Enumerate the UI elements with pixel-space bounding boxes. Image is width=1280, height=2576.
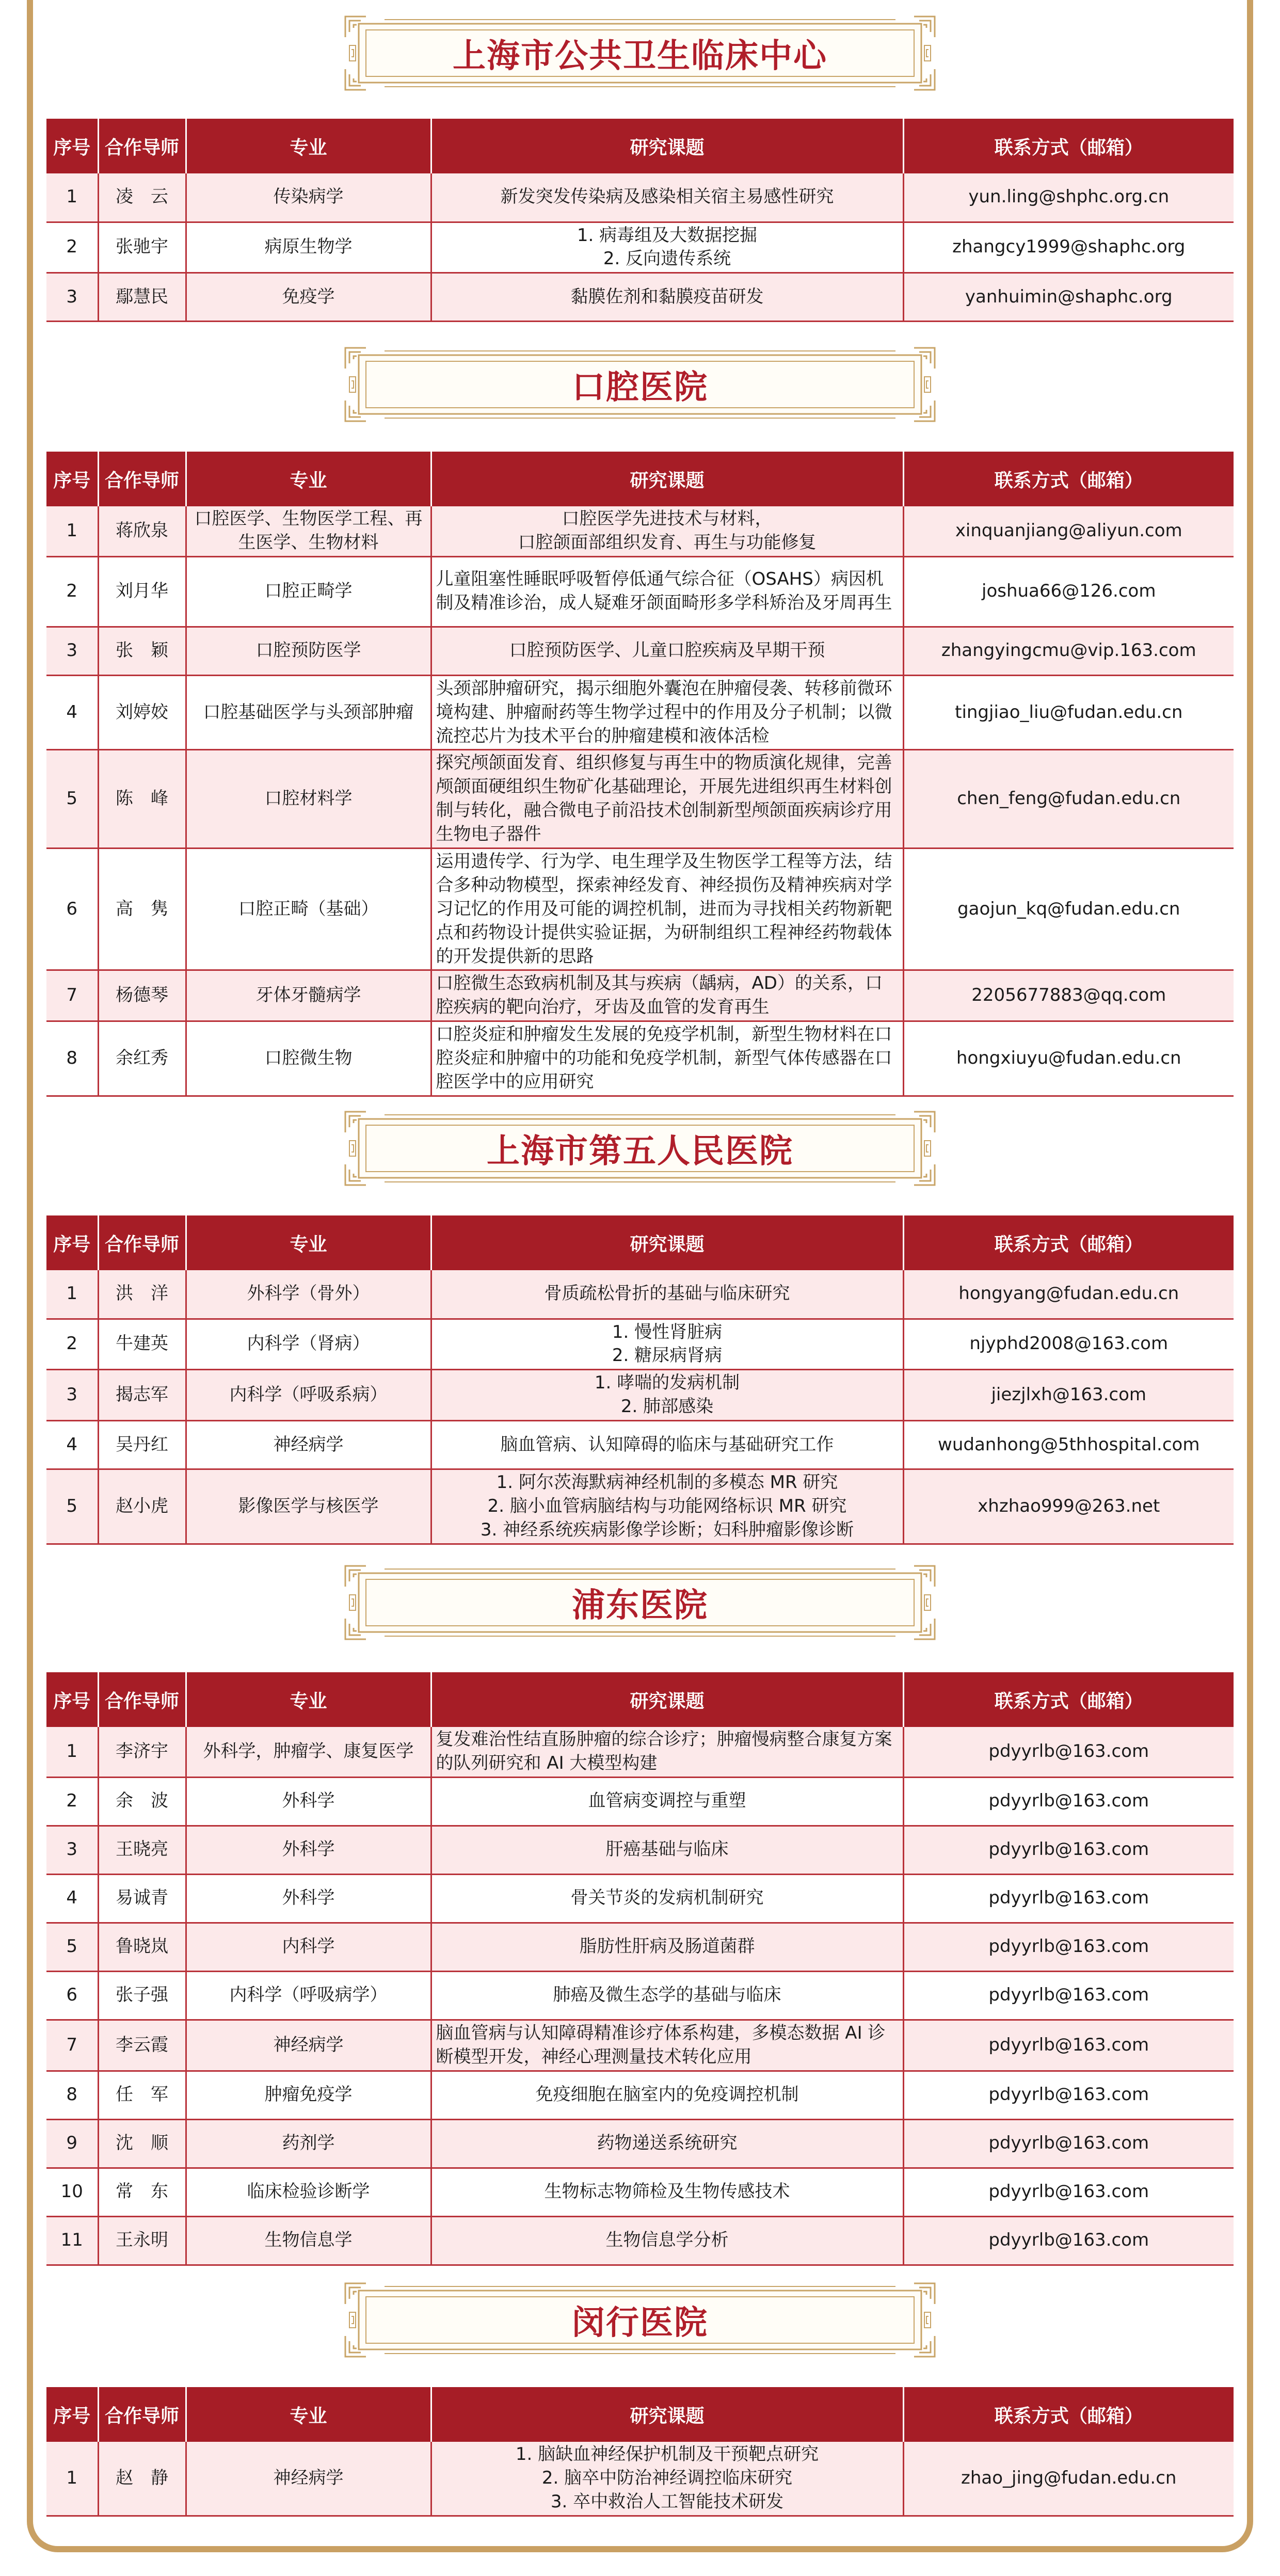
cell-mentor: 刘月华 [98, 556, 186, 627]
header-mentor: 合作导师 [98, 1215, 186, 1270]
topic-line: 1. 脑缺血神经保护机制及干预靶点研究 [515, 2444, 819, 2465]
cell-mentor: 高 隽 [98, 849, 186, 970]
section-title-banner [343, 1110, 937, 1187]
cell-mentor: 赵小虎 [98, 1469, 186, 1544]
mentor-table [46, 1672, 1234, 2266]
section-title-banner [343, 2281, 937, 2359]
email-link[interactable]: pdyyrlb@163.com [903, 1874, 1234, 1923]
cell-mentor: 鲁晓岚 [98, 1923, 186, 1971]
email-link[interactable]: xinquanjiang@aliyun.com [903, 506, 1234, 556]
header-topic: 研究课题 [431, 452, 903, 506]
topic-line: 肺癌及微生态学的基础与临床 [553, 1985, 781, 2006]
cell-topic [431, 627, 903, 675]
header-major: 专业 [186, 1215, 431, 1270]
header-email: 联系方式（邮箱） [903, 2387, 1234, 2442]
topic-line: 口腔医学先进技术与材料， [562, 508, 773, 529]
cell-major: 口腔微生物 [186, 1021, 431, 1096]
cell-major: 内科学（肾病） [186, 1319, 431, 1370]
cell-major: 牙体牙髓病学 [186, 970, 431, 1021]
table-row [46, 1923, 1234, 1971]
cell-topic [431, 1777, 903, 1826]
table-row [46, 970, 1234, 1021]
table-row [46, 1826, 1234, 1874]
cell-topic [431, 273, 903, 322]
cell-mentor: 李济宇 [98, 1727, 186, 1777]
cell-no: 3 [46, 273, 98, 322]
topic-line: 2. 脑小血管病脑结构与功能网络标识 MR 研究 [487, 1495, 847, 1516]
cell-major: 临床检验诊断学 [186, 2168, 431, 2216]
header-major: 专业 [186, 2387, 431, 2442]
cell-no: 2 [46, 222, 98, 273]
cell-topic [431, 2119, 903, 2168]
header-email: 联系方式（邮箱） [903, 1215, 1234, 1270]
table-header-row [46, 2387, 1234, 2442]
table-row [46, 1874, 1234, 1923]
email-link[interactable]: pdyyrlb@163.com [903, 2216, 1234, 2265]
cell-major: 外科学 [186, 1826, 431, 1874]
cell-major: 免疫学 [186, 273, 431, 322]
section-title: 口腔医院 [572, 369, 708, 407]
cell-mentor: 余 波 [98, 1777, 186, 1826]
topic-line: 2. 脑卒中防治神经调控临床研究 [541, 2467, 793, 2488]
email-link[interactable]: pdyyrlb@163.com [903, 1971, 1234, 2020]
cell-major: 内科学（呼吸病学） [186, 1971, 431, 2020]
cell-mentor: 李云霞 [98, 2020, 186, 2071]
topic-line: 运用遗传学、行为学、电生理学及生物医学工程等方法，结合多种动物模型，探索神经发育、神经损伤及精神疾病对学习记忆的作用及可能的调控机制，进而为寻找相关药物新靶点和药物设计提供实验证据，为研制组织工程神经药物载体的开发提供新的思路 [436, 851, 892, 967]
cell-no: 1 [46, 506, 98, 556]
mentor-table [46, 452, 1234, 1097]
mentor-table [46, 119, 1234, 322]
header-topic: 研究课题 [431, 119, 903, 173]
cell-major: 传染病学 [186, 173, 431, 222]
cell-mentor: 王晓亮 [98, 1826, 186, 1874]
header-no: 序号 [46, 2387, 98, 2442]
cell-major: 外科学 [186, 1777, 431, 1826]
header-mentor: 合作导师 [98, 119, 186, 173]
section-title: 闵行医院 [572, 2304, 708, 2342]
topic-line: 2. 反向遗传系统 [603, 248, 731, 269]
cell-mentor: 余红秀 [98, 1021, 186, 1096]
cell-major: 口腔医学、生物医学工程、再生医学、生物材料 [186, 506, 431, 556]
cell-mentor: 吴丹红 [98, 1421, 186, 1469]
header-no: 序号 [46, 1215, 98, 1270]
email-link[interactable]: gaojun_kq@fudan.edu.cn [903, 849, 1234, 970]
cell-topic [431, 506, 903, 556]
cell-no: 5 [46, 1923, 98, 1971]
cell-mentor: 易诚青 [98, 1874, 186, 1923]
table-row [46, 1270, 1234, 1319]
cell-no: 7 [46, 970, 98, 1021]
header-no: 序号 [46, 452, 98, 506]
cell-topic [431, 849, 903, 970]
table-row [46, 1319, 1234, 1370]
cell-major: 神经病学 [186, 2442, 431, 2516]
email-link[interactable]: zhangcy1999@shaphc.org [903, 222, 1234, 273]
cell-major: 口腔正畸学 [186, 556, 431, 627]
topic-line: 血管病变调控与重塑 [588, 1790, 746, 1812]
email-link[interactable]: xhzhao999@263.net [903, 1469, 1234, 1544]
cell-mentor: 陈 峰 [98, 750, 186, 849]
cell-mentor: 刘婷姣 [98, 675, 186, 750]
mentor-table [46, 2387, 1234, 2517]
cell-major: 内科学 [186, 1923, 431, 1971]
table-row [46, 2168, 1234, 2216]
cell-mentor: 凌 云 [98, 173, 186, 222]
cell-no: 5 [46, 750, 98, 849]
cell-no: 4 [46, 675, 98, 750]
cell-topic [431, 1727, 903, 1777]
cell-no: 1 [46, 2442, 98, 2516]
cell-no: 1 [46, 1727, 98, 1777]
email-link[interactable]: pdyyrlb@163.com [903, 2071, 1234, 2119]
cell-no: 7 [46, 2020, 98, 2071]
cell-no: 5 [46, 1469, 98, 1544]
cell-major: 口腔基础医学与头颈部肿瘤 [186, 675, 431, 750]
cell-topic [431, 750, 903, 849]
header-email: 联系方式（邮箱） [903, 1672, 1234, 1727]
cell-no: 6 [46, 849, 98, 970]
table-row [46, 2119, 1234, 2168]
table-row [46, 1777, 1234, 1826]
email-link[interactable]: tingjiao_liu@fudan.edu.cn [903, 675, 1234, 750]
table-row [46, 750, 1234, 849]
header-major: 专业 [186, 119, 431, 173]
topic-line: 口腔预防医学、儿童口腔疾病及早期干预 [509, 640, 825, 661]
cell-mentor: 王永明 [98, 2216, 186, 2265]
cell-topic [431, 970, 903, 1021]
email-link[interactable]: yun.ling@shphc.org.cn [903, 173, 1234, 222]
topic-line: 3. 神经系统疾病影像学诊断；妇科肿瘤影像诊断 [480, 1519, 854, 1540]
header-topic: 研究课题 [431, 2387, 903, 2442]
cell-no: 4 [46, 1874, 98, 1923]
cell-no: 4 [46, 1421, 98, 1469]
cell-no: 2 [46, 556, 98, 627]
cell-no: 2 [46, 1319, 98, 1370]
email-link[interactable]: pdyyrlb@163.com [903, 1826, 1234, 1874]
cell-mentor: 鄢慧民 [98, 273, 186, 322]
cell-no: 10 [46, 2168, 98, 2216]
cell-topic [431, 1923, 903, 1971]
topic-line: 1. 病毒组及大数据挖掘 [577, 225, 758, 246]
table-row [46, 1727, 1234, 1777]
topic-line: 探究颅颌面发育、组织修复与再生中的物质演化规律，完善颅颌面硬组织生物矿化基础理论，开展先进组织再生材料创制与转化，融合微电子前沿技术创制新型颅颌面疾病诊疗用生物电子器件 [436, 753, 892, 845]
topic-line: 骨关节炎的发病机制研究 [570, 1887, 764, 1909]
table-row [46, 2216, 1234, 2265]
cell-topic [431, 2442, 903, 2516]
email-link[interactable]: pdyyrlb@163.com [903, 1727, 1234, 1777]
email-link[interactable]: hongxiuyu@fudan.edu.cn [903, 1021, 1234, 1096]
topic-line: 药物递送系统研究 [597, 2133, 738, 2154]
cell-topic [431, 2216, 903, 2265]
email-link[interactable]: pdyyrlb@163.com [903, 1777, 1234, 1826]
cell-major: 口腔预防医学 [186, 627, 431, 675]
table-row [46, 627, 1234, 675]
cell-no: 8 [46, 2071, 98, 2119]
cell-no: 6 [46, 1971, 98, 2020]
cell-major: 口腔正畸（基础） [186, 849, 431, 970]
cell-no: 3 [46, 1826, 98, 1874]
cell-no: 1 [46, 1270, 98, 1319]
cell-mentor: 张子强 [98, 1971, 186, 2020]
table-row [46, 849, 1234, 970]
cell-topic [431, 173, 903, 222]
table-row [46, 173, 1234, 222]
cell-major: 药剂学 [186, 2119, 431, 2168]
email-link[interactable]: jiezjlxh@163.com [903, 1370, 1234, 1421]
cell-major: 外科学，肿瘤学、康复医学 [186, 1727, 431, 1777]
cell-topic [431, 1874, 903, 1923]
cell-no: 2 [46, 1777, 98, 1826]
email-link[interactable]: 2205677883@qq.com [903, 970, 1234, 1021]
topic-line: 脂肪性肝病及肠道菌群 [579, 1936, 755, 1957]
cell-mentor: 任 军 [98, 2071, 186, 2119]
section-title: 上海市第五人民医院 [487, 1132, 793, 1171]
cell-mentor: 蒋欣泉 [98, 506, 186, 556]
topic-line: 1. 慢性肾脏病 [612, 1321, 723, 1342]
cell-topic [431, 1421, 903, 1469]
email-link[interactable]: wudanhong@5thhospital.com [903, 1421, 1234, 1469]
table-row [46, 2020, 1234, 2071]
table-header-row [46, 452, 1234, 506]
header-major: 专业 [186, 1672, 431, 1727]
section-title-banner [343, 14, 937, 92]
header-major: 专业 [186, 452, 431, 506]
cell-topic [431, 2168, 903, 2216]
header-no: 序号 [46, 119, 98, 173]
cell-topic [431, 1469, 903, 1544]
topic-line: 口腔微生态致病机制及其与疾病（龋病，AD）的关系，口腔疾病的靶向治疗，牙齿及血管的发育再生 [436, 973, 883, 1018]
cell-major: 内科学（呼吸系病） [186, 1370, 431, 1421]
header-mentor: 合作导师 [98, 1672, 186, 1727]
topic-line: 生物标志物筛检及生物传感技术 [544, 2181, 790, 2202]
cell-major: 病原生物学 [186, 222, 431, 273]
email-link[interactable]: joshua66@126.com [903, 556, 1234, 627]
header-mentor: 合作导师 [98, 2387, 186, 2442]
cell-mentor: 杨德琴 [98, 970, 186, 1021]
topic-line: 骨质疏松骨折的基础与临床研究 [544, 1283, 790, 1304]
table-header-row [46, 1672, 1234, 1727]
cell-mentor: 赵 静 [98, 2442, 186, 2516]
email-link[interactable]: yanhuimin@shaphc.org [903, 273, 1234, 322]
cell-no: 8 [46, 1021, 98, 1096]
section-title-banner [343, 346, 937, 423]
table-row [46, 222, 1234, 273]
section-title-banner [343, 1564, 937, 1641]
cell-mentor: 沈 顺 [98, 2119, 186, 2168]
header-email: 联系方式（邮箱） [903, 452, 1234, 506]
topic-line: 免疫细胞在脑室内的免疫调控机制 [535, 2084, 799, 2105]
email-link[interactable]: pdyyrlb@163.com [903, 2119, 1234, 2168]
email-link[interactable]: pdyyrlb@163.com [903, 2168, 1234, 2216]
mentor-table [46, 1215, 1234, 1545]
cell-major: 生物信息学 [186, 2216, 431, 2265]
topic-line: 3. 卒中救治人工智能技术研发 [550, 2491, 784, 2512]
table-row [46, 1021, 1234, 1096]
cell-major: 影像医学与核医学 [186, 1469, 431, 1544]
cell-topic [431, 2020, 903, 2071]
cell-mentor: 洪 洋 [98, 1270, 186, 1319]
cell-topic [431, 1319, 903, 1370]
email-link[interactable]: chen_feng@fudan.edu.cn [903, 750, 1234, 849]
cell-topic [431, 1270, 903, 1319]
table-row [46, 2071, 1234, 2119]
table-row [46, 506, 1234, 556]
cell-topic [431, 2071, 903, 2119]
cell-topic [431, 1971, 903, 2020]
topic-line: 脑血管病与认知障碍精准诊疗体系构建，多模态数据 AI 诊断模型开发，神经心理测量技术转化应用 [436, 2022, 886, 2067]
cell-major: 肿瘤免疫学 [186, 2071, 431, 2119]
topic-line: 生物信息学分析 [605, 2230, 729, 2251]
cell-topic [431, 675, 903, 750]
header-no: 序号 [46, 1672, 98, 1727]
cell-no: 3 [46, 1370, 98, 1421]
topic-line: 肝癌基础与临床 [605, 1839, 729, 1860]
topic-line: 2. 糖尿病肾病 [612, 1345, 723, 1366]
cell-no: 11 [46, 2216, 98, 2265]
section-title: 上海市公共卫生临床中心 [453, 37, 827, 75]
cell-topic [431, 1826, 903, 1874]
header-email: 联系方式（邮箱） [903, 119, 1234, 173]
table-row [46, 1421, 1234, 1469]
cell-major: 神经病学 [186, 2020, 431, 2071]
cell-mentor: 张驰宇 [98, 222, 186, 273]
cell-mentor: 揭志军 [98, 1370, 186, 1421]
cell-mentor: 常 东 [98, 2168, 186, 2216]
cell-topic [431, 556, 903, 627]
cell-mentor: 牛建英 [98, 1319, 186, 1370]
cell-topic [431, 1021, 903, 1096]
email-link[interactable]: pdyyrlb@163.com [903, 1923, 1234, 1971]
topic-line: 复发难治性结直肠肿瘤的综合诊疗；肿瘤慢病整合康复方案的队列研究和 AI 大模型构建 [436, 1729, 892, 1773]
topic-line: 黏膜佐剂和黏膜疫苗研发 [570, 286, 764, 307]
header-topic: 研究课题 [431, 1215, 903, 1270]
cell-major: 口腔材料学 [186, 750, 431, 849]
email-link[interactable]: hongyang@fudan.edu.cn [903, 1270, 1234, 1319]
email-link[interactable]: pdyyrlb@163.com [903, 2020, 1234, 2071]
topic-line: 1. 哮喘的发病机制 [594, 1372, 740, 1394]
cell-major: 神经病学 [186, 1421, 431, 1469]
topic-line: 头颈部肿瘤研究，揭示细胞外囊泡在肿瘤侵袭、转移前微环境构建、肿瘤耐药等生物学过程中的作用及分子机制；以微流控芯片为技术平台的肿瘤建模和液体活检 [436, 678, 892, 746]
table-row [46, 273, 1234, 322]
cell-topic [431, 222, 903, 273]
cell-major: 外科学 [186, 1874, 431, 1923]
email-link[interactable]: zhao_jing@fudan.edu.cn [903, 2442, 1234, 2516]
cell-no: 1 [46, 173, 98, 222]
topic-line: 2. 肺部感染 [620, 1396, 714, 1417]
email-link[interactable]: njyphd2008@163.com [903, 1319, 1234, 1370]
table-header-row [46, 119, 1234, 173]
cell-major: 外科学（骨外） [186, 1270, 431, 1319]
topic-line: 儿童阻塞性睡眠呼吸暂停低通气综合征（OSAHS）病因机制及精准诊治，成人疑难牙颌面畸形多学科矫治及牙周再生 [436, 569, 892, 614]
cell-topic [431, 1370, 903, 1421]
table-row [46, 675, 1234, 750]
table-row [46, 1971, 1234, 2020]
section-title: 浦东医院 [572, 1587, 708, 1625]
topic-line: 1. 阿尔茨海默病神经机制的多模态 MR 研究 [496, 1472, 838, 1493]
topic-line: 脑血管病、认知障碍的临床与基础研究工作 [500, 1434, 834, 1455]
cell-no: 3 [46, 627, 98, 675]
cell-no: 9 [46, 2119, 98, 2168]
table-row [46, 1469, 1234, 1544]
email-link[interactable]: zhangyingcmu@vip.163.com [903, 627, 1234, 675]
topic-line: 新发突发传染病及感染相关宿主易感性研究 [500, 186, 834, 207]
cell-mentor: 张 颖 [98, 627, 186, 675]
header-mentor: 合作导师 [98, 452, 186, 506]
table-header-row [46, 1215, 1234, 1270]
table-row [46, 556, 1234, 627]
header-topic: 研究课题 [431, 1672, 903, 1727]
table-row [46, 2442, 1234, 2516]
topic-line: 口腔颌面部组织发育、再生与功能修复 [518, 532, 817, 553]
table-row [46, 1370, 1234, 1421]
topic-line: 口腔炎症和肿瘤发生发展的免疫学机制，新型生物材料在口腔炎症和肿瘤中的功能和免疫学机制，新型气体传感器在口腔医学中的应用研究 [436, 1024, 892, 1093]
